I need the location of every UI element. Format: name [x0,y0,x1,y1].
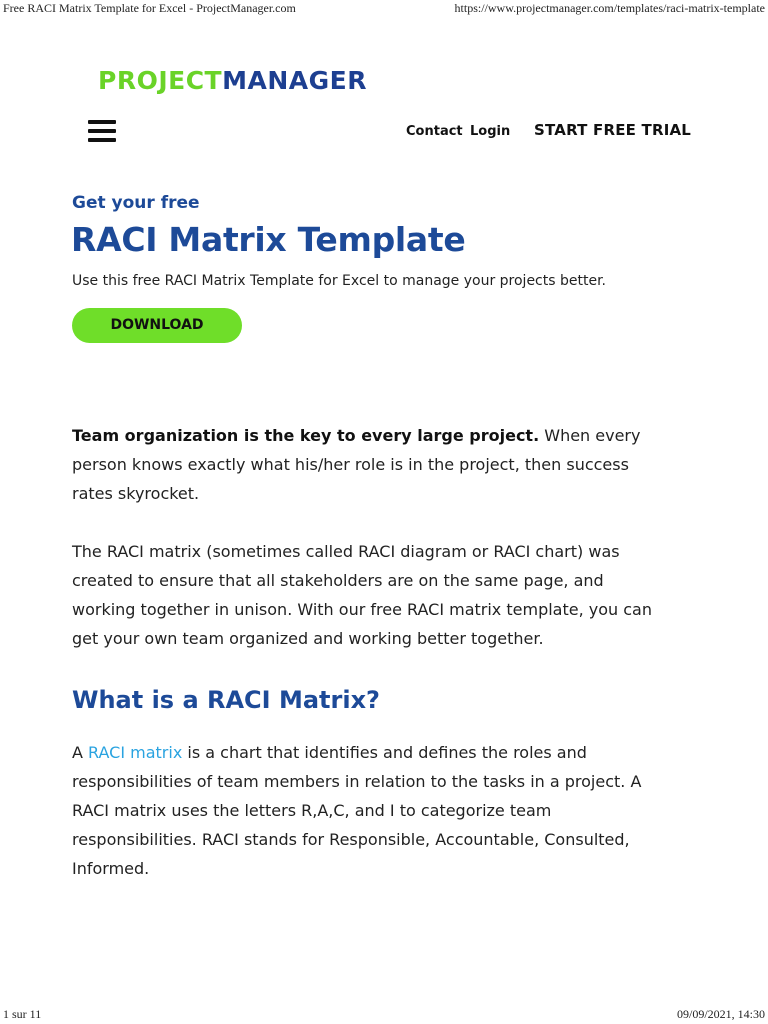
hamburger-bar [88,138,116,142]
text-segment: A [72,743,89,762]
text-line [72,421,712,450]
section-title: What is a RACI Matrix? [72,686,380,714]
start-free-trial-link[interactable]: START FREE TRIAL [534,121,692,139]
text-line: The RACI matrix (sometimes called RACI diagram or RACI chart) was [72,542,620,561]
hamburger-bar [88,120,116,124]
logo-text-manager: MANAGER [222,66,367,95]
text-line: working together in unison. With our free RACI matrix template, you can [72,600,652,619]
text-line [72,738,712,767]
print-datetime: 09/09/2021, 14:30 [676,1007,765,1021]
print-page-title: Free RACI Matrix Template for Excel - ProjectManager.com [3,1,296,15]
raci-description-paragraph [72,537,712,653]
text-line: get your own team organized and working better together. [72,629,544,648]
print-page-number: 1 sur 11 [3,1007,42,1021]
print-page-url: https://www.projectmanager.com/templates/raci-matrix-template [454,1,765,15]
text-line: rates skyrocket. [72,484,200,503]
hero-eyebrow: Get your free [72,193,200,213]
page-title: RACI Matrix Template [71,220,466,259]
raci-matrix-link[interactable]: RACI matrix [88,743,183,762]
hero-subtitle: Use this free RACI Matrix Template for Excel to manage your projects better. [72,273,606,289]
print-footer [0,1006,768,1024]
print-header [0,0,768,18]
raci-definition-paragraph [72,738,712,883]
projectmanager-logo[interactable] [98,64,367,98]
logo-text-project: PROJECT [98,66,223,95]
hamburger-menu-icon[interactable] [88,118,116,144]
text-line: responsibilities. RACI stands for Responsible, Accountable, Consulted, [72,830,630,849]
text-line: person knows exactly what his/her role is in the project, then success [72,455,629,474]
text-segment: is a chart that identifies and defines the roles and [182,743,587,762]
nav-login-link[interactable]: Login [470,124,511,139]
nav-contact-link[interactable]: Contact [406,124,463,139]
intro-paragraph [72,421,712,508]
intro-bold-text: Team organization is the key to every large project. [72,426,540,445]
hamburger-bar [88,129,116,133]
text-line: RACI matrix uses the letters R,A,C, and I to categorize team [72,801,552,820]
download-button[interactable]: DOWNLOAD [72,308,242,343]
text-segment: When every [539,426,641,445]
text-line: created to ensure that all stakeholders are on the same page, and [72,571,604,590]
text-line: Informed. [72,859,150,878]
text-line: responsibilities of team members in relation to the tasks in a project. A [72,772,642,791]
